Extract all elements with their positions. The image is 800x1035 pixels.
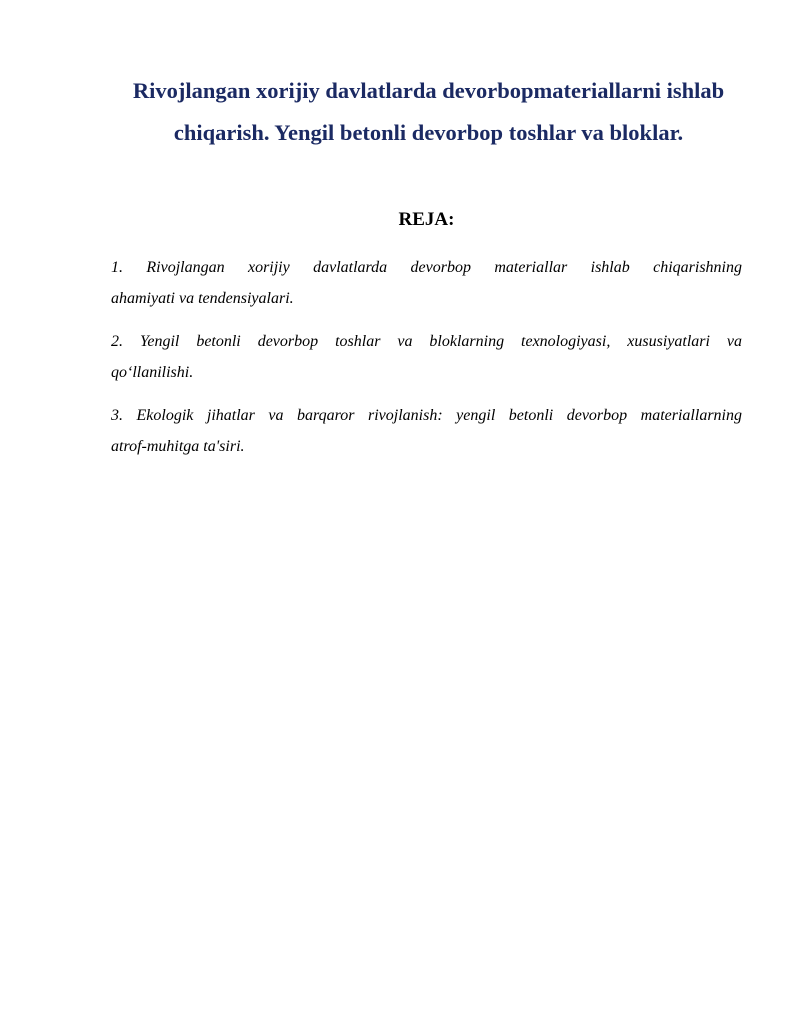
plan-item-2-line-1: 2. Yengil betonli devorbop toshlar va bloklarning texnologiyasi, xususiyatlari va bbox=[111, 333, 742, 350]
plan-item-3 bbox=[111, 400, 742, 462]
document-title bbox=[100, 70, 757, 154]
document-title-line-1: Rivojlangan xorijiy davlatlarda devorbopmateriallarni ishlab bbox=[132, 78, 725, 103]
plan-item-3-line-2: atrof-muhitga ta'siri. bbox=[111, 438, 245, 455]
plan-item-1-line-1: 1. Rivojlangan xorijiy davlatlarda devorbop materiallar ishlab chiqarishning bbox=[111, 259, 742, 276]
plan-item-2 bbox=[111, 326, 742, 388]
document-title-line-2: chiqarish. Yengil betonli devorbop toshlar va bloklar. bbox=[173, 120, 684, 145]
plan-heading: REJA: bbox=[398, 209, 455, 230]
plan-item-2-line-2: qo‘llanilishi. bbox=[111, 364, 194, 381]
plan-list bbox=[111, 252, 742, 474]
plan-item-1-line-2: ahamiyati va tendensiyalari. bbox=[111, 290, 294, 307]
plan-item-3-line-1: 3. Ekologik jihatlar va barqaror rivojlanish: yengil betonli devorbop materiallarning bbox=[111, 407, 742, 424]
plan-item-1 bbox=[111, 252, 742, 314]
